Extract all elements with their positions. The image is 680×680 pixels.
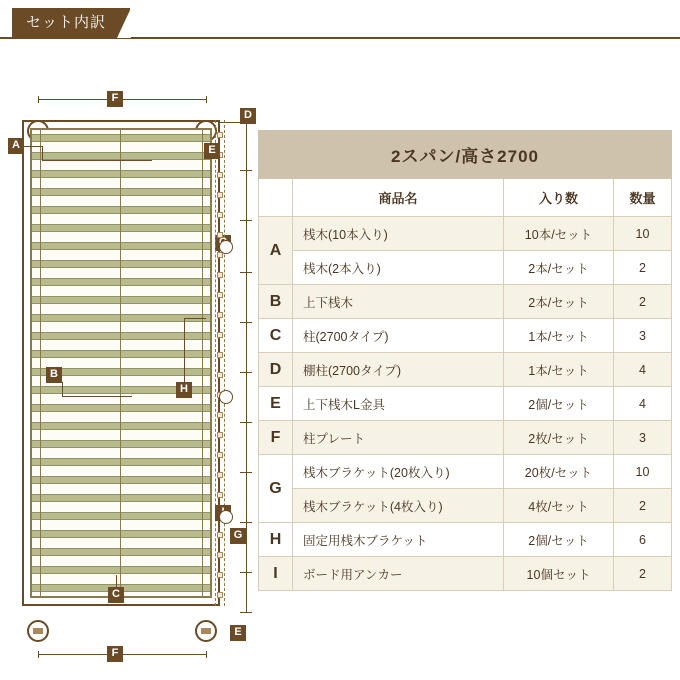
row-qty: 3 [614,421,672,455]
row-count: 2個/セット [504,523,614,557]
parts-table-wrap [258,130,672,591]
row-letter: G [259,455,293,523]
post-plate-bottom-right [195,620,217,642]
bracket-dot [217,292,223,298]
bracket-dot [217,372,223,378]
row-letter: I [259,557,293,591]
part-label-a: A [8,138,24,154]
row-letter: C [259,319,293,353]
row-qty: 4 [614,387,672,421]
bracket-dot [217,592,223,598]
bracket-dot [217,212,223,218]
row-letter: A [259,217,293,285]
row-letter: D [259,353,293,387]
leader-line-a-2 [42,146,43,160]
table-row [259,251,672,285]
parts-table [258,130,672,591]
leader-line-b-2 [62,396,132,397]
row-count: 2個/セット [504,387,614,421]
row-name: ボード用アンカー [293,557,504,591]
dimension-tick-h [240,612,252,613]
row-count: 1本/セット [504,319,614,353]
bracket-dot [217,332,223,338]
table-row [259,421,672,455]
part-label-e-top: E [204,143,220,159]
bracket-dot [217,352,223,358]
leader-line-h-2 [184,318,206,319]
row-name: 柱プレート [293,421,504,455]
dimension-marker [219,240,233,254]
table-row [259,455,672,489]
bracket-dot [217,232,223,238]
table-row [259,353,672,387]
row-count: 1本/セット [504,353,614,387]
dimension-marker [219,390,233,404]
row-qty: 2 [614,285,672,319]
row-name: 固定用桟木ブラケット [293,523,504,557]
row-qty: 2 [614,251,672,285]
row-name: 桟木(10本入り) [293,217,504,251]
row-count: 2本/セット [504,285,614,319]
row-qty: 10 [614,217,672,251]
row-name: 柱(2700タイプ) [293,319,504,353]
dimension-tick [38,96,39,103]
part-label-b: B [46,367,62,383]
leader-line-c [116,575,117,587]
bracket-dot [217,492,223,498]
row-qty: 6 [614,523,672,557]
table-row [259,557,672,591]
header-name: 商品名 [293,179,504,217]
bracket-dot [217,272,223,278]
row-qty: 4 [614,353,672,387]
header-letter [259,179,293,217]
row-name: 桟木(2本入り) [293,251,504,285]
dimension-tick-h [240,170,252,171]
bracket-dot [217,412,223,418]
bracket-dot [217,532,223,538]
dimension-tick-h [240,422,252,423]
dimension-tick-h [240,122,252,123]
dimension-marker [219,510,233,524]
dimension-line-right [246,122,247,612]
dimension-tick [206,651,207,658]
post-plate-bottom-left [27,620,49,642]
bracket-dot [217,132,223,138]
table-title: 2スパン/高さ2700 [259,131,672,179]
bracket-dot [217,172,223,178]
row-name: 桟木ブラケット(20枚入り) [293,455,504,489]
row-qty: 10 [614,455,672,489]
part-label-c-bottom: C [108,587,124,603]
leader-line-d [220,122,242,123]
row-count: 2枚/セット [504,421,614,455]
part-label-e-bottom: E [230,625,246,641]
row-count: 20枚/セット [504,455,614,489]
bracket-dot [217,432,223,438]
header-qty: 数量 [614,179,672,217]
dimension-tick-h [240,322,252,323]
row-name: 桟木ブラケット(4枚入り) [293,489,504,523]
bracket-dot [217,192,223,198]
leader-line-a-3 [42,160,152,161]
dimension-tick-h [240,572,252,573]
leader-line-b [62,382,63,396]
part-label-g: G [230,528,246,544]
row-letter: B [259,285,293,319]
dimension-tick-h [240,220,252,221]
bracket-dot [217,572,223,578]
part-label-d: D [240,108,256,124]
row-count: 10本/セット [504,217,614,251]
row-qty: 2 [614,557,672,591]
table-row [259,489,672,523]
page-title: セット内訳 [12,8,130,38]
part-label-f-top: F [107,91,123,107]
table-row [259,217,672,251]
dimension-tick [38,651,39,658]
table-row [259,285,672,319]
row-count: 4枚/セット [504,489,614,523]
dimension-tick-h [240,272,252,273]
dimension-tick-h [240,372,252,373]
table-row [259,319,672,353]
part-label-h: H [176,382,192,398]
bracket-dot [217,472,223,478]
row-letter: F [259,421,293,455]
dimension-tick-h [240,472,252,473]
bracket-dot [217,552,223,558]
dimension-tick-h [240,522,252,523]
row-qty: 3 [614,319,672,353]
row-count: 2本/セット [504,251,614,285]
table-row [259,523,672,557]
leader-line-a [24,146,42,147]
bracket-dot [217,452,223,458]
row-name: 上下桟木L金具 [293,387,504,421]
table-row [259,387,672,421]
row-letter: E [259,387,293,421]
assembly-diagram [8,60,256,670]
part-label-f-bottom: F [107,646,123,662]
row-letter: H [259,523,293,557]
row-name: 上下桟木 [293,285,504,319]
dimension-tick [206,96,207,103]
table-title-row [259,131,672,179]
bracket-dot [217,312,223,318]
header-count: 入り数 [504,179,614,217]
table-header-row [259,179,672,217]
row-count: 10個セット [504,557,614,591]
leader-line-h [184,318,185,382]
row-qty: 2 [614,489,672,523]
page-header [0,0,680,46]
row-name: 棚柱(2700タイプ) [293,353,504,387]
